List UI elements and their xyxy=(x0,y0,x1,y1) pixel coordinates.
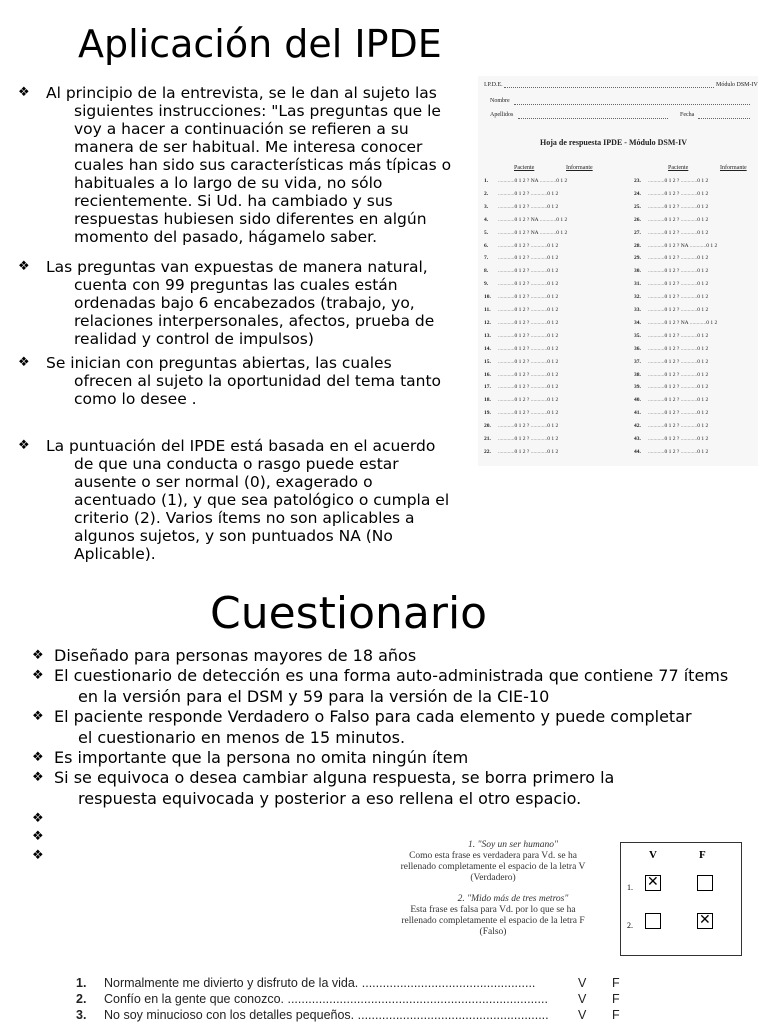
sheet-row: 10. ............0 1 2 ? ............0 1 2 xyxy=(484,294,559,301)
bullet-puntuacion: ❖ La puntuación del IPDE está basada en el acuerdo de que una conducta o rasgo puede estar ausente o ser normal (0), exagerado o acentuado (1), y que sea patológico o cumpla el criterio (2). Varios ítems no son aplicables a algunos sujetos, y son puntuados NA (No Aplicable). xyxy=(18,437,450,563)
sheet-row: 15. ............0 1 2 ? ............0 1 2 xyxy=(484,358,559,365)
bullet-diamond-icon: ❖ xyxy=(18,355,30,370)
bullet-diamond-icon: ❖ xyxy=(32,848,44,863)
sheet-row: 12. ............0 1 2 ? ............0 1 2 xyxy=(484,319,559,326)
bullet-diamond-icon: ❖ xyxy=(32,829,44,844)
sheet-row: 16. ............0 1 2 ? ............0 1 2 xyxy=(484,371,559,378)
sheet-row: 42. ............0 1 2 ? ............0 1 2 xyxy=(634,423,709,430)
sheet-row: 27. ............0 1 2 ? ............0 1 2 xyxy=(634,229,709,236)
section-title-ipde: Aplicación del IPDE xyxy=(78,22,442,66)
bullet-diamond-icon: ❖ xyxy=(18,259,30,274)
sheet-row: 2. ............0 1 2 ? ............0 1 2 xyxy=(484,190,559,197)
bullet-no-omita: ❖ Es importante que la persona no omita ningún ítem xyxy=(32,748,469,767)
sheet-row: 31. ............0 1 2 ? ............0 1 2 xyxy=(634,281,709,288)
sheet-title: Hoja de respuesta IPDE - Módulo DSM-IV xyxy=(540,138,687,147)
sheet-row: 22. ............0 1 2 ? ............0 1 2 xyxy=(484,448,559,455)
sheet-row: 8. ............0 1 2 ? ............0 1 2 xyxy=(484,268,559,275)
bullet-diamond-icon: ❖ xyxy=(32,709,44,724)
sheet-row: 18. ............0 1 2 ? ............0 1 2 xyxy=(484,397,559,404)
sheet-row: 44. ............0 1 2 ? ............0 1 2 xyxy=(634,448,709,455)
empty-box-icon xyxy=(645,913,661,929)
empty-box-icon xyxy=(697,875,713,891)
sheet-row: 38. ............0 1 2 ? ............0 1 2 xyxy=(634,371,709,378)
sheet-row: 23. ............0 1 2 ? ............0 1 2 xyxy=(634,178,709,184)
sheet-row: 17. ............0 1 2 ? ............0 1 2 xyxy=(484,384,559,391)
sheet-row: 26. ............0 1 2 ? ............0 1 2 xyxy=(634,216,709,223)
sheet-row: 6. ............0 1 2 ? ............0 1 2 xyxy=(484,242,559,249)
example-instructions: 1. "Soy un ser humano" Como esta frase es verdadera para Vd. se ha rellenado completamente el espacio de la letra V (Verdadero) 2. "Mido más de tres metros" Esta frase es falsa para Vd. por lo que se ha rellenado completamente el espacio de la letra F (Falso) xyxy=(400,840,586,937)
checked-box-icon xyxy=(697,913,713,929)
bullet-diamond-icon: ❖ xyxy=(32,811,44,826)
sheet-row: 25. ............0 1 2 ? ............0 1 2 xyxy=(634,203,709,210)
bullet-preguntas: ❖ Las preguntas van expuestas de manera natural, cuenta con 99 preguntas las cuales están ordenadas bajo 6 encabezados (trabajo, yo, relaciones interpersonales, afectos, prueba de realidad y control de impulsos) xyxy=(18,258,435,348)
sheet-row: 29. ............0 1 2 ? ............0 1 2 xyxy=(634,255,709,262)
bullet-cuestionario-deteccion: ❖ El cuestionario de detección es una forma auto-administrada que contiene 77 ítems en la versión para el DSM y 59 para la versión de la CIE-10 xyxy=(32,666,729,706)
sheet-row: 34. ............0 1 2 ? NA ............0 1 2 xyxy=(634,319,718,326)
bullet-equivoca: ❖ Si se equivoca o desea cambiar alguna respuesta, se borra primero la respuesta equivocada y posterior a eso rellena el otro espacio. xyxy=(32,768,615,808)
sheet-row: 43. ............0 1 2 ? ............0 1 2 xyxy=(634,436,709,442)
bullet-diamond-icon: ❖ xyxy=(32,750,44,765)
sheet-row: 14. ............0 1 2 ? ............0 1 2 xyxy=(484,345,559,352)
bullet-diamond-icon: ❖ xyxy=(18,438,30,453)
bullet-diamond-icon: ❖ xyxy=(32,668,44,683)
checked-box-icon xyxy=(645,875,661,891)
sheet-row: 28. ............0 1 2 ? NA ............0 1 2 xyxy=(634,242,718,249)
bullet-diamond-icon: ❖ xyxy=(32,770,44,785)
sheet-row: 5. ............0 1 2 ? NA ............0 1 2 xyxy=(484,229,568,236)
bullet-diamond-icon: ❖ xyxy=(18,85,30,100)
sheet-row: 19. ............0 1 2 ? ............0 1 2 xyxy=(484,410,559,417)
sheet-row: 35. ............0 1 2 ? ............0 1 2 xyxy=(634,332,709,339)
sheet-row: 37. ............0 1 2 ? ............0 1 2 xyxy=(634,358,709,365)
sheet-row: 11. ............0 1 2 ? ............0 1 2 xyxy=(484,307,559,313)
sheet-row: 30. ............0 1 2 ? ............0 1 2 xyxy=(634,268,709,275)
ipde-answer-sheet: I.P.D.E. Módulo DSM-IV Nombre Apellidos Fecha Hoja de respuesta IPDE - Módulo DSM-IV Paciente Informante Paciente Informante 1. ............0 1 2 ? NA ............0 1 2 2. ............0 1 2 ? ............0 1 2 3. ............0 1 2 ? ............0 1 2 4. ............0 1 2 ? NA ............0 1 2 5. ............0 1 2 ? NA ............0 1 2 6. ............0 1 2 ? ............0 1 2 7. ............0 1 2 ? ............0 1 2 8. ............0 1 2 ? ............0 1 2 9. ............0 1 2 ? ............0 1 2 10. ............0 1 2 ? ............0 1 2 11. ............0 1 2 ? ............0 1 2 12. ............0 1 2 ? ............0 1 2 13. ............0 1 2 ? ............0 1 2 14. ............0 1 2 ? ............0 1 2 15. ............0 1 2 ? ............0 1 2 16. ............0 1 2 ? ............0 1 2 17. ............0 1 2 ? ............0 1 2 18. ............0 1 2 ? ............0 1 2 19. ............0 1 2 ? ............0 1 2 20. ............0 1 2 ? ............0 1 2 21. ............0 1 2 ? ............0 1 2 22. ............0 1 2 ? ............0 1 2 23. ............0 1 2 ? ............0 1 2 24. ............0 1 2 ? ............0 1 2 25. ............0 1 2 ? ............0 1 2 26. ............0 1 2 ? ............0 1 2 27. ............0 1 2 ? ............0 1 2 28. ............0 1 2 ? NA ............0 1 2 29. ............0 1 2 ? ............0 1 2 30. ............0 1 2 ? ............0 1 2 31. ............0 1 2 ? ............0 1 2 32. ............0 1 2 ? ............0 1 2 33. ............0 1 2 ? ............0 1 2 34. ............0 1 2 ? NA ............0 1 2 35. ............0 1 2 ? ............0 1 2 36. ............0 1 2 ? ............0 1 2 37. ............0 1 2 ? ............0 1 2 38. ............0 1 2 ? ............0 1 2 39. ............0 1 2 ? ............0 1 2 40. ............0 1 2 ? ............0 1 2 41. ............0 1 2 ? ............0 1 2 42. ............0 1 2 ? ............0 1 2 43. ............0 1 2 ? ............0 1 2 44. ............0 1 2 ? ............0 1 2 xyxy=(478,76,758,466)
example-vf-box: V F 1. 2. ✕ ✕ xyxy=(620,842,742,956)
sheet-row: 39. ............0 1 2 ? ............0 1 2 xyxy=(634,384,709,391)
sheet-row: 1. ............0 1 2 ? NA ............0 1 2 xyxy=(484,178,568,184)
bullet-instructions: ❖ Al principio de la entrevista, se le dan al sujeto las siguientes instrucciones: "Las preguntas que le voy a hacer a continuación se refieren a su manera de ser habitual. Me interesa conocer cuales han sido sus características más típicas o habituales a lo largo de su vida, no sólo recientemente. Si Ud. ha cambiado y sus respuestas hubiesen sido diferentes en algún momento del pasado, hágamelo saber. xyxy=(18,84,452,246)
sheet-row: 33. ............0 1 2 ? ............0 1 2 xyxy=(634,307,709,313)
section-title-cuestionario: Cuestionario xyxy=(210,588,488,639)
sheet-row: 21. ............0 1 2 ? ............0 1 2 xyxy=(484,436,559,442)
bullet-disenado: ❖ Diseñado para personas mayores de 18 años xyxy=(32,646,417,665)
sheet-row: 9. ............0 1 2 ? ............0 1 2 xyxy=(484,281,559,288)
sheet-row: 40. ............0 1 2 ? ............0 1 2 xyxy=(634,397,709,404)
sheet-row: 4. ............0 1 2 ? NA ............0 1 2 xyxy=(484,216,568,223)
sheet-row: 24. ............0 1 2 ? ............0 1 2 xyxy=(634,190,709,197)
sheet-row: 41. ............0 1 2 ? ............0 1 2 xyxy=(634,410,709,417)
sheet-row: 32. ............0 1 2 ? ............0 1 2 xyxy=(634,294,709,301)
sheet-row: 13. ............0 1 2 ? ............0 1 2 xyxy=(484,332,559,339)
sheet-row: 20. ............0 1 2 ? ............0 1 2 xyxy=(484,423,559,430)
sheet-row: 7. ............0 1 2 ? ............0 1 2 xyxy=(484,255,559,262)
bullet-verdadero-falso: ❖ El paciente responde Verdadero o Falso para cada elemento y puede completar el cuestionario en menos de 15 minutos. xyxy=(32,707,692,747)
sheet-row: 36. ............0 1 2 ? ............0 1 2 xyxy=(634,345,709,352)
bullet-preguntas-abiertas: ❖ Se inician con preguntas abiertas, las cuales ofrecen al sujeto la oportunidad del tema tanto como lo desee . xyxy=(18,354,442,408)
sheet-row: 3. ............0 1 2 ? ............0 1 2 xyxy=(484,203,559,210)
bullet-diamond-icon: ❖ xyxy=(32,648,44,663)
